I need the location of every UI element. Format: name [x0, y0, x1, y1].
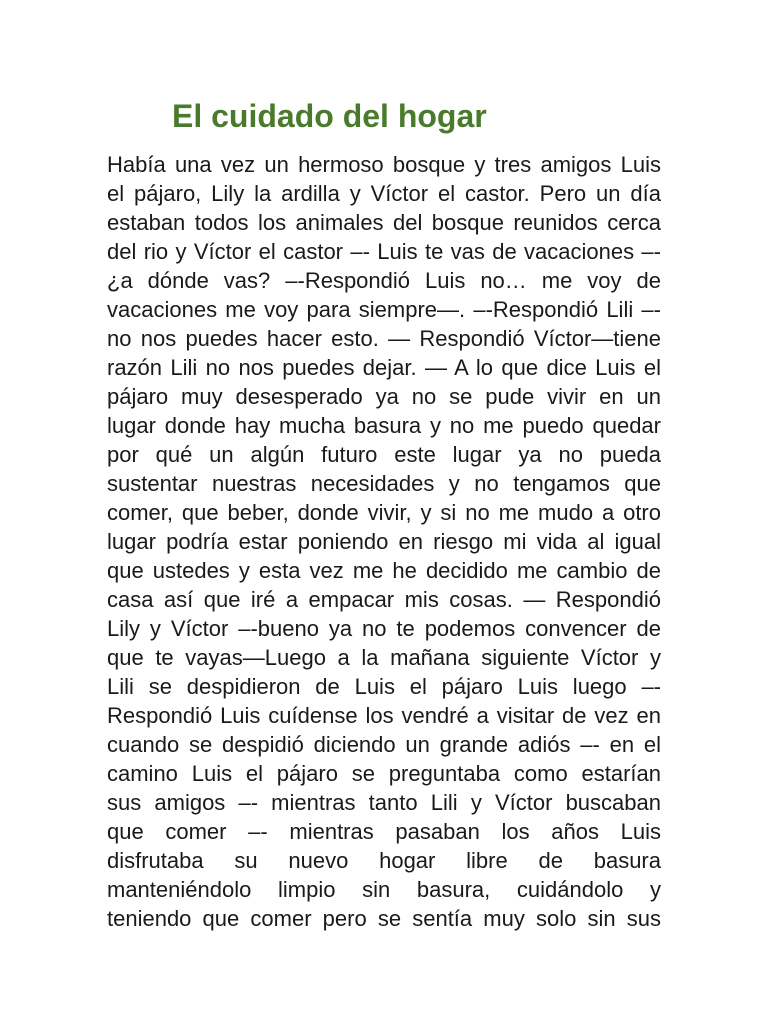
story-line-2: el pájaro, Lily la ardilla y Víctor el castor. Pero un día: [107, 181, 661, 206]
story-line-10: lugar donde hay mucha basura y no me puedo quedar: [107, 413, 661, 438]
story-line-15: que ustedes y esta vez me he decidido me cambio de: [107, 558, 661, 583]
story-line-19: Lili se despidieron de Luis el pájaro Luis luego –-: [107, 674, 661, 699]
story-line-14: lugar podría estar poniendo en riesgo mi vida al igual: [107, 529, 661, 554]
story-line-21: cuando se despidió diciendo un grande adiós –- en el: [107, 732, 661, 757]
document-title: El cuidado del hogar: [172, 98, 487, 134]
story-line-17: Lily y Víctor –-bueno ya no te podemos convencer de: [107, 616, 661, 641]
story-line-20: Respondió Luis cuídense los vendré a visitar de vez en: [107, 703, 661, 728]
story-line-6: vacaciones me voy para siempre—. –-Respondió Lili –-: [107, 297, 661, 322]
story-line-26: manteniéndolo limpio sin basura, cuidándolo y: [107, 877, 661, 902]
story-line-7: no nos puedes hacer esto. — Respondió Víctor—tiene: [107, 326, 661, 351]
story-line-24: que comer –- mientras pasaban los años Luis: [107, 819, 661, 844]
story-line-22: camino Luis el pájaro se preguntaba como estarían: [107, 761, 661, 786]
story-line-27: teniendo que comer pero se sentía muy solo sin sus: [107, 906, 661, 931]
story-line-8: razón Lili no nos puedes dejar. — A lo que dice Luis el: [107, 355, 661, 380]
story-line-9: pájaro muy desesperado ya no se pude vivir en un: [107, 384, 661, 409]
story-line-11: por qué un algún futuro este lugar ya no pueda: [107, 442, 661, 467]
story-line-23: sus amigos –- mientras tanto Lili y Víctor buscaban: [107, 790, 661, 815]
story-line-5: ¿a dónde vas? –-Respondió Luis no… me voy de: [107, 268, 661, 293]
story-line-12: sustentar nuestras necesidades y no tengamos que: [107, 471, 661, 496]
story-line-3: estaban todos los animales del bosque reunidos cerca: [107, 210, 661, 235]
story-line-25: disfrutaba su nuevo hogar libre de basura: [107, 848, 661, 873]
story-line-18: que te vayas—Luego a la mañana siguiente Víctor y: [107, 645, 661, 670]
story-line-1: Había una vez un hermoso bosque y tres amigos Luis: [107, 152, 661, 177]
story-body: [107, 150, 661, 933]
story-line-4: del rio y Víctor el castor –- Luis te vas de vacaciones –-: [107, 239, 661, 264]
story-line-16: casa así que iré a empacar mis cosas. — Respondió: [107, 587, 661, 612]
story-line-13: comer, que beber, donde vivir, y si no me mudo a otro: [107, 500, 661, 525]
